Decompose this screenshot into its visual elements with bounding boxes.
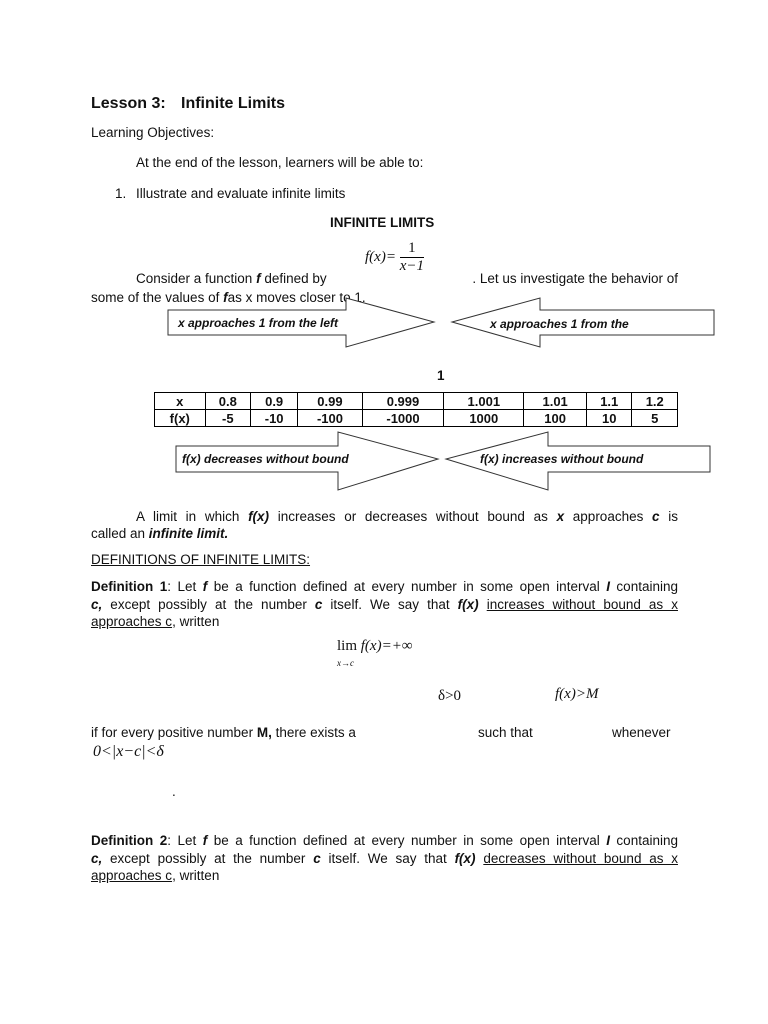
- table-cell: 100: [524, 410, 587, 427]
- limit-expression: [337, 638, 413, 655]
- consider-line-2: some of the values of fas x moves closer to 1.: [91, 290, 366, 305]
- condition-text: if for every positive number M, there exists a: [91, 725, 356, 740]
- limit-paragraph-line-2: called an infinite limit.: [91, 526, 229, 541]
- formula-numerator: 1: [400, 240, 424, 258]
- arrow-label-left-bottom: f(x) decreases without bound: [182, 452, 349, 466]
- table-cell: 0.9: [251, 393, 298, 410]
- table-cell: 1.2: [632, 393, 678, 410]
- period-mark: .: [172, 784, 176, 799]
- definition-1-line-2: c, except possibly at the number c itself. We say that f(x) increases without bound as x: [91, 597, 678, 612]
- arrow-label-left-top: x approaches 1 from the left: [178, 316, 339, 330]
- formula-lhs: f(x)=: [365, 248, 396, 265]
- condition-inequality: 0<|x−c|<δ: [93, 743, 164, 760]
- consider-text: Consider a function f defined by: [136, 271, 327, 286]
- center-value: 1: [437, 368, 445, 383]
- objectives-intro: At the end of the lesson, learners will be able to:: [136, 155, 424, 170]
- table-cell: -100: [298, 410, 362, 427]
- arrow-label-right-bottom: f(x) increases without bound: [480, 452, 644, 466]
- table-cell: 5: [632, 410, 678, 427]
- table-row: [155, 410, 678, 427]
- lim-body: f(x)=+∞: [360, 638, 413, 654]
- table-cell: -10: [251, 410, 298, 427]
- objective-number: 1.: [115, 186, 127, 201]
- lim-subscript: x→c: [337, 658, 354, 668]
- section-heading: INFINITE LIMITS: [330, 215, 435, 230]
- table-cell: 0.99: [298, 393, 362, 410]
- limit-paragraph-line-1: A limit in which f(x) increases or decreases without bound as x approaches c is: [136, 509, 679, 524]
- definitions-heading: DEFINITIONS OF INFINITE LIMITS:: [91, 552, 311, 567]
- definition-2-line-3: approaches c, written: [91, 868, 220, 883]
- objective-text: Illustrate and evaluate infinite limits: [136, 186, 346, 201]
- condition-whenever: whenever: [612, 725, 671, 740]
- lesson-title: Infinite Limits: [181, 95, 285, 112]
- table-cell: 0.999: [362, 393, 444, 410]
- table-cell: 10: [587, 410, 632, 427]
- condition-such-that: such that: [478, 725, 533, 740]
- formula-denominator: x−1: [399, 258, 424, 274]
- lesson-number: Lesson 3:: [91, 95, 166, 112]
- table-cell: 0.8: [205, 393, 250, 410]
- table-cell: 1000: [444, 410, 524, 427]
- definition-2-line-2: c, except possibly at the number c itself. We say that f(x) decreases without bound as x: [91, 851, 678, 866]
- consider-text-end: . Let us investigate the behavior of: [472, 271, 678, 286]
- arrow-label-right-top: x approaches 1 from the: [490, 317, 629, 331]
- table-cell: f(x): [155, 410, 206, 427]
- table-cell: x: [155, 393, 206, 410]
- table-cell: 1.001: [444, 393, 524, 410]
- values-table: [154, 392, 678, 427]
- table-cell: 1.01: [524, 393, 587, 410]
- table-row: [155, 393, 678, 410]
- definition-2-line-1: Definition 2: Let f be a function defined at every number in some open interval I containing: [91, 833, 678, 848]
- definition-1-line-1: Definition 1: Let f be a function defined at every number in some open interval I containing: [91, 579, 678, 594]
- objectives-label: Learning Objectives:: [91, 125, 215, 140]
- table-cell: -5: [205, 410, 250, 427]
- lim-word: lim: [337, 638, 358, 654]
- fxm-expression: f(x)>M: [555, 686, 599, 702]
- table-cell: 1.1: [587, 393, 632, 410]
- delta-expression: δ>0: [438, 688, 462, 704]
- table-cell: -1000: [362, 410, 444, 427]
- definition-1-line-3: approaches c, written: [91, 614, 220, 629]
